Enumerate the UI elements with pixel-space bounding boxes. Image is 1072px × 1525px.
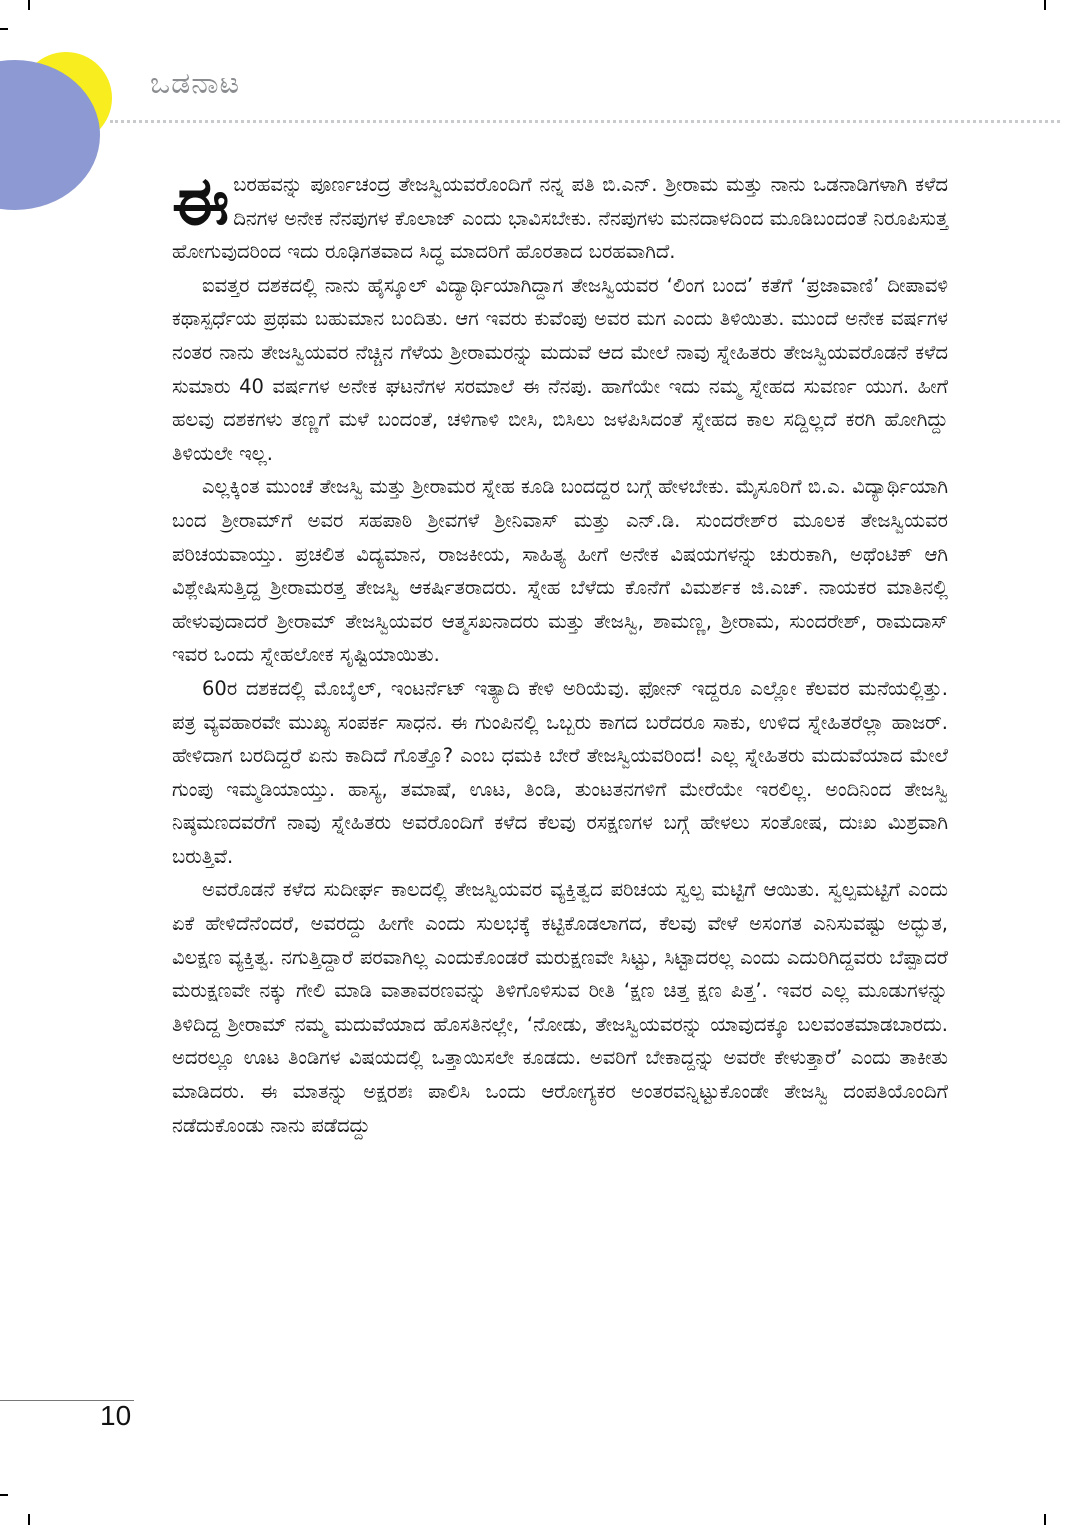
article-body	[172, 163, 948, 1142]
paragraph-3: ಎಲ್ಲಕ್ಕಿಂತ ಮುಂಚೆ ತೇಜಸ್ವಿ ಮತ್ತು ಶ್ರೀರಾಮರ ಸ್ನೇಹ ಕೂಡಿ ಬಂದದ್ದರ ಬಗ್ಗೆ ಹೇಳಬೇಕು. ಮೈಸೂರಿಗೆ ಬಿ.ಎ. ವಿದ್ಯಾರ್ಥಿಯಾಗಿ ಬಂದ ಶ್ರೀರಾಮ್‌ಗೆ ಅವರ ಸಹಪಾಠಿ ಶ್ರೀವಗಳೆ ಶ್ರೀನಿವಾಸ್ ಮತ್ತು ಎನ್.ಡಿ. ಸುಂದರೇಶ್‌ರ ಮೂಲಕ ತೇಜಸ್ವಿಯವರ ಪರಿಚಯವಾಯ್ತು. ಪ್ರಚಲಿತ ವಿದ್ಯಮಾನ, ರಾಜಕೀಯ, ಸಾಹಿತ್ಯ ಹೀಗೆ ಅನೇಕ ವಿಷಯಗಳನ್ನು ಚುರುಕಾಗಿ, ಅಥೆಂಟಿಕ್ ಆಗಿ ವಿಶ್ಲೇಷಿಸುತ್ತಿದ್ದ ಶ್ರೀರಾಮರತ್ತ ತೇಜಸ್ವಿ ಆಕರ್ಷಿತರಾದರು. ಸ್ನೇಹ ಬೆಳೆದು ಕೊನೆಗೆ ವಿಮರ್ಶಕ ಜಿ.ಎಚ್. ನಾಯಕರ ಮಾತಿನಲ್ಲಿ ಹೇಳುವುದಾದರೆ ಶ್ರೀರಾಮ್ ತೇಜಸ್ವಿಯವರ ಆತ್ಮಸಖನಾದರು ಮತ್ತು ತೇಜಸ್ವಿ, ಶಾಮಣ್ಣ, ಶ್ರೀರಾಮ, ಸುಂದರೇಶ್, ರಾಮದಾಸ್ ಇವರ ಒಂದು ಸ್ನೇಹಲೋಕ ಸೃಷ್ಟಿಯಾಯಿತು.	[172, 475, 948, 667]
paragraph-1	[172, 163, 948, 269]
crop-mark-top-right	[1044, 0, 1046, 10]
paragraph-4: 60ರ ದಶಕದಲ್ಲಿ ಮೊಬೈಲ್, ಇಂಟರ್ನೆಟ್ ಇತ್ಯಾದಿ ಕೇಳಿ ಅರಿಯೆವು. ಫೋನ್ ಇದ್ದರೂ ಎಲ್ಲೋ ಕೆಲವರ ಮನೆಯಲ್ಲಿತ್ತು. ಪತ್ರ ವ್ಯವಹಾರವೇ ಮುಖ್ಯ ಸಂಪರ್ಕ ಸಾಧನ. ಈ ಗುಂಪಿನಲ್ಲಿ ಒಬ್ಬರು ಕಾಗದ ಬರೆದರೂ ಸಾಕು, ಉಳಿದ ಸ್ನೇಹಿತರೆಲ್ಲಾ ಹಾಜರ್. ಹೇಳಿದಾಗ ಬರದಿದ್ದರೆ ಏನು ಕಾದಿದೆ ಗೊತ್ತೊ? ಎಂಬ ಧಮಕಿ ಬೇರೆ ತೇಜಸ್ವಿಯವರಿಂದ! ಎಲ್ಲ ಸ್ನೇಹಿತರು ಮದುವೆಯಾದ ಮೇಲೆ ಗುಂಪು ಇಮ್ಮಡಿಯಾಯ್ತು. ಹಾಸ್ಯ, ತಮಾಷೆ, ಊಟ, ತಿಂಡಿ, ತುಂಟತನಗಳಿಗೆ ಮೇರೆಯೇ ಇರಲಿಲ್ಲ. ಅಂದಿನಿಂದ ತೇಜಸ್ವಿ ನಿಷ್ಠಮಣದವರೆಗೆ ನಾವು ಸ್ನೇಹಿತರು ಅವರೊಂದಿಗೆ ಕಳೆದ ಕೆಲವು ರಸಕ್ಷಣಗಳ ಬಗ್ಗೆ ಹೇಳಲು ಸಂತೋಷ, ದುಃಖ ಮಿಶ್ರವಾಗಿ ಬರುತ್ತಿವೆ.	[172, 676, 948, 868]
crop-mark-top-left	[28, 0, 30, 10]
paragraph-1-text: ಬರಹವನ್ನು ಪೂರ್ಣಚಂದ್ರ ತೇಜಸ್ವಿಯವರೊಂದಿಗೆ ನನ್ನ ಪತಿ ಬಿ.ಎನ್. ಶ್ರೀರಾಮ ಮತ್ತು ನಾನು ಒಡನಾಡಿಗಳಾಗಿ ಕಳೆದ ದಿನಗಳ ಅನೇಕ ನೆನಪುಗಳ ಕೊಲಾಜ್ ಎಂದು ಭಾವಿಸಬೇಕು. ನೆನಪುಗಳು ಮನದಾಳದಿಂದ ಮೂಡಿಬಂದಂತೆ ನಿರೂಪಿಸುತ್ತ ಹೋಗುವುದರಿಂದ ಇದು ರೂಢಿಗತವಾದ ಸಿದ್ಧ ಮಾದರಿಗೆ ಹೊರತಾದ ಬರಹವಾಗಿದೆ.	[172, 173, 948, 264]
paragraph-5: ಅವರೊಡನೆ ಕಳೆದ ಸುದೀರ್ಘ ಕಾಲದಲ್ಲಿ ತೇಜಸ್ವಿಯವರ ವ್ಯಕ್ತಿತ್ವದ ಪರಿಚಯ ಸ್ವಲ್ಪ ಮಟ್ಟಿಗೆ ಆಯಿತು. ಸ್ವಲ್ಪಮಟ್ಟಿಗೆ ಎಂದು ಏಕೆ ಹೇಳಿದೆನೆಂದರೆ, ಅವರದ್ದು ಹೀಗೇ ಎಂದು ಸುಲಭಕ್ಕೆ ಕಟ್ಟಿಕೊಡಲಾಗದ, ಕೆಲವು ವೇಳೆ ಅಸಂಗತ ಎನಿಸುವಷ್ಟು ಅದ್ಭುತ, ವಿಲಕ್ಷಣ ವ್ಯಕ್ತಿತ್ವ. ನಗುತ್ತಿದ್ದಾರೆ ಪರವಾಗಿಲ್ಲ ಎಂದುಕೊಂಡರೆ ಮರುಕ್ಷಣವೇ ಸಿಟ್ಟು, ಸಿಟ್ಟಾದರಲ್ಲ ಎಂದು ಎದುರಿಗಿದ್ದವರು ಬೆಪ್ಪಾದರೆ ಮರುಕ್ಷಣವೇ ನಕ್ಕು ಗೇಲಿ ಮಾಡಿ ವಾತಾವರಣವನ್ನು ತಿಳಿಗೊಳಿಸುವ ರೀತಿ ‘ಕ್ಷಣ ಚಿತ್ತ ಕ್ಷಣ ಪಿತ್ತ’. ಇವರ ಎಲ್ಲ ಮೂಡುಗಳನ್ನು ತಿಳಿದಿದ್ದ ಶ್ರೀರಾಮ್ ನಮ್ಮ ಮದುವೆಯಾದ ಹೊಸತಿನಲ್ಲೇ, ‘ನೋಡು, ತೇಜಸ್ವಿಯವರನ್ನು ಯಾವುದಕ್ಕೂ ಬಲವಂತಮಾಡಬಾರದು. ಅದರಲ್ಲೂ ಊಟ ತಿಂಡಿಗಳ ವಿಷಯದಲ್ಲಿ ಒತ್ತಾಯಿಸಲೇ ಕೂಡದು. ಅವರಿಗೆ ಬೇಕಾದ್ದನ್ನು ಅವರೇ ಕೇಳುತ್ತಾರೆ’ ಎಂದು ತಾಕೀತು ಮಾಡಿದರು. ಈ ಮಾತನ್ನು ಅಕ್ಷರಶಃ ಪಾಲಿಸಿ ಒಂದು ಆರೋಗ್ಯಕರ ಅಂತರವನ್ನಿಟ್ಟುಕೊಂಡೇ ತೇಜಸ್ವಿ ದಂಪತಿಯೊಂದಿಗೆ ನಡೆದುಕೊಂಡು ನಾನು ಪಡೆದದ್ದು	[172, 878, 948, 1137]
crop-mark-bottom-left	[28, 1514, 30, 1525]
crop-mark-left-bottom	[0, 1494, 8, 1496]
crop-mark-left-top	[0, 28, 8, 30]
paragraph-2: ಐವತ್ತರ ದಶಕದಲ್ಲಿ ನಾನು ಹೈಸ್ಕೂಲ್ ವಿದ್ಯಾರ್ಥಿಯಾಗಿದ್ದಾಗ ತೇಜಸ್ವಿಯವರ ‘ಲಿಂಗ ಬಂದ’ ಕತೆಗೆ ‘ಪ್ರಜಾವಾಣಿ’ ದೀಪಾವಳಿ ಕಥಾಸ್ಪರ್ಧೆಯ ಪ್ರಥಮ ಬಹುಮಾನ ಬಂದಿತು. ಆಗ ಇವರು ಕುವೆಂಪು ಅವರ ಮಗ ಎಂದು ತಿಳಿಯಿತು. ಮುಂದೆ ಅನೇಕ ವರ್ಷಗಳ ನಂತರ ನಾನು ತೇಜಸ್ವಿಯವರ ನೆಚ್ಚಿನ ಗೆಳೆಯ ಶ್ರೀರಾಮರನ್ನು ಮದುವೆ ಆದ ಮೇಲೆ ನಾವು ಸ್ನೇಹಿತರು ತೇಜಸ್ವಿಯವರೊಡನೆ ಕಳೆದ ಸುಮಾರು 40 ವರ್ಷಗಳ ಅನೇಕ ಘಟನೆಗಳ ಸರಮಾಲೆ ಈ ನೆನಪು. ಹಾಗೆಯೇ ಇದು ನಮ್ಮ ಸ್ನೇಹದ ಸುವರ್ಣ ಯುಗ. ಹೀಗೆ ಹಲವು ದಶಕಗಳು ತಣ್ಣಗೆ ಮಳೆ ಬಂದಂತೆ, ಚಳಿಗಾಳಿ ಬೀಸಿ, ಬಿಸಿಲು ಜಳಪಿಸಿದಂತೆ ಸ್ನೇಹದ ಕಾಲ ಸದ್ದಿಲ್ಲದೆ ಕರಗಿ ಹೋಗಿದ್ದು ತಿಳಿಯಲೇ ಇಲ್ಲ.	[172, 273, 948, 465]
page-number: 10	[100, 1400, 132, 1431]
header-dotted-rule	[110, 120, 1060, 123]
running-header-title: ಒಡನಾಟ	[150, 66, 241, 101]
drop-cap: ಈ	[172, 163, 230, 240]
crop-mark-bottom-right	[1044, 1514, 1046, 1525]
